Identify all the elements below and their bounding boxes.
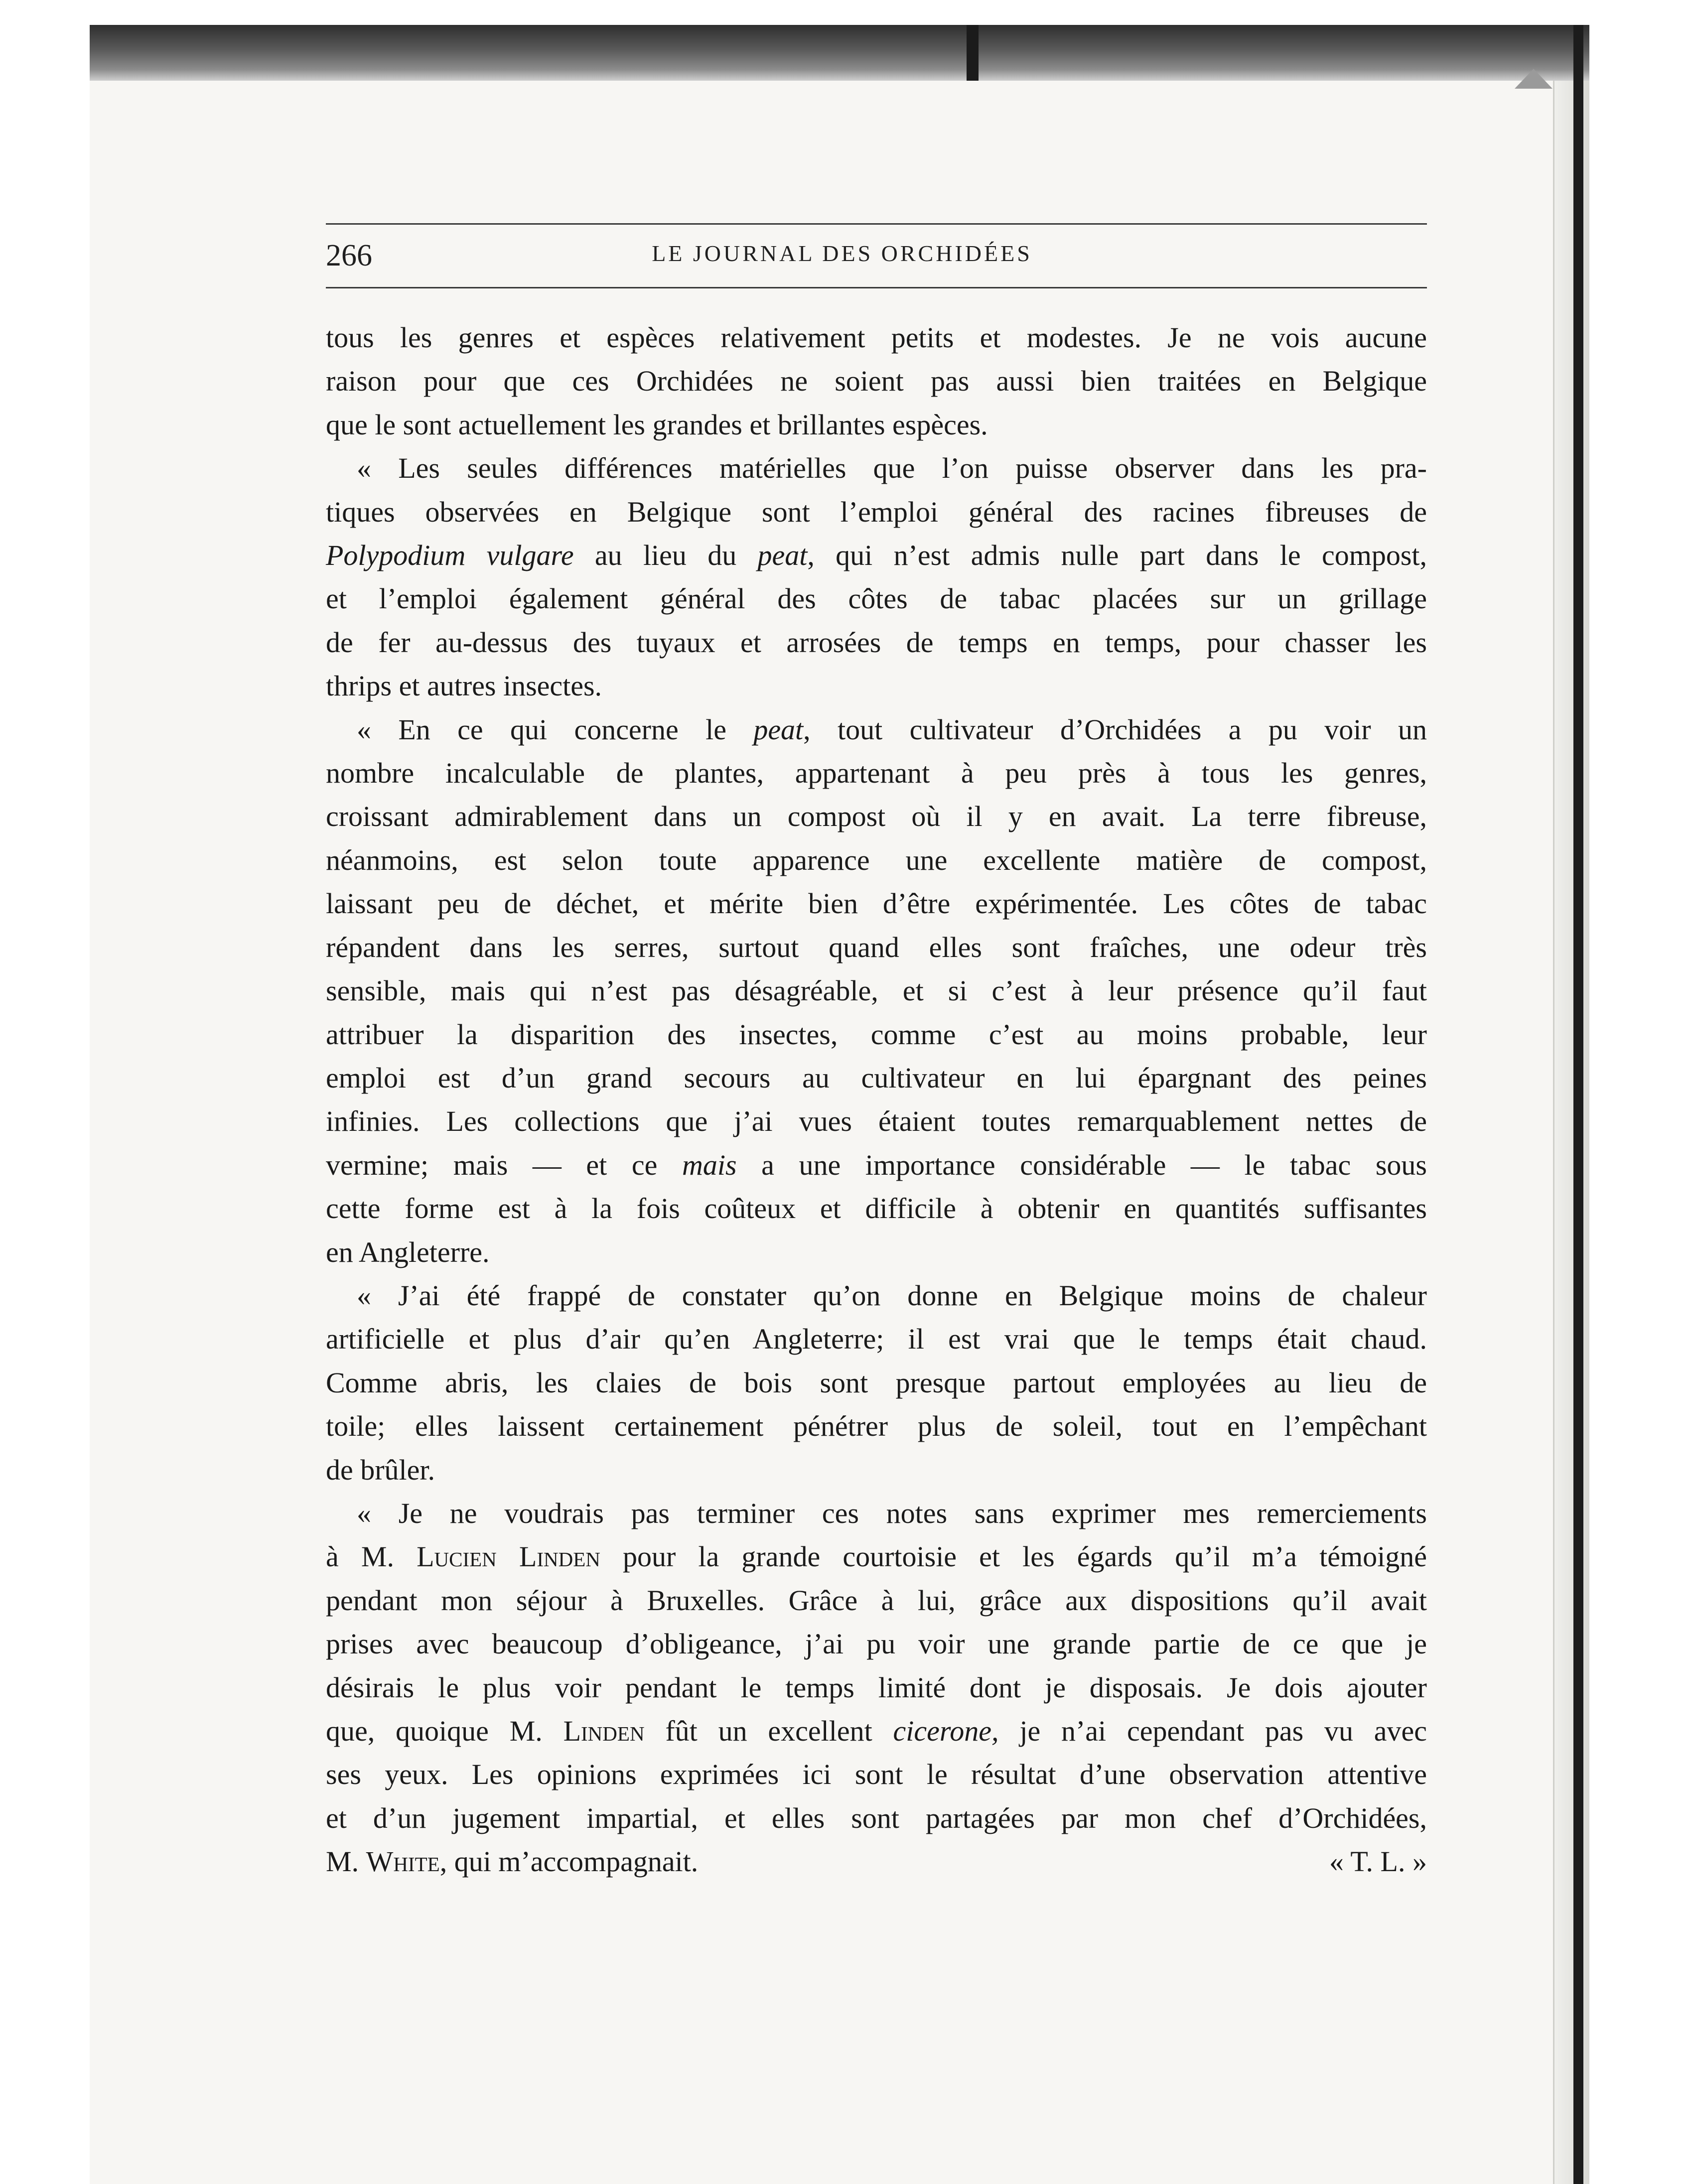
page-number: 266 [326, 239, 372, 273]
text-run: « En ce qui concerne le [357, 713, 754, 746]
paragraph-2 [326, 446, 1427, 707]
paragraph-1 [326, 316, 1427, 446]
person-name: Lucien Linden [417, 1540, 600, 1573]
paragraph-4 [326, 1274, 1427, 1492]
text-line: cette forme est à la fois coûteux et difficile à obtenir en quantités suffisantes [326, 1192, 1427, 1225]
text-line: nombre incalculable de plantes, appartenant à peu près à tous les genres, [326, 757, 1427, 790]
text-run: a une importance considérable — le tabac sous [736, 1148, 1427, 1181]
text-line: et l’emploi également général des côtes de tabac placées sur un grillage [326, 582, 1427, 615]
text-line: désirais le plus voir pendant le temps limité dont je disposais. Je dois ajouter [326, 1671, 1427, 1704]
paragraph-5 [326, 1492, 1427, 1884]
text-line: laissant peu de déchet, et mérite bien d’être expérimentée. Les côtes de tabac [326, 887, 1427, 920]
italic-term: peat [753, 713, 804, 746]
text-line: que le sont actuellement les grandes et brillantes espèces. [326, 408, 988, 441]
text-line: prises avec beaucoup d’obligeance, j’ai pu voir une grande partie de ce que je [326, 1628, 1427, 1660]
text-line: thrips et autres insectes. [326, 670, 602, 702]
text-run: M. [326, 1845, 366, 1878]
text-run-group [326, 1840, 698, 1883]
text-run: pour la grande courtoisie et les égards qu’il m’a témoigné [600, 1540, 1427, 1573]
text-line [326, 708, 1427, 751]
text-run: fût un excellent [644, 1715, 893, 1747]
text-line: raison pour que ces Orchidées ne soient pas aussi bien traitées en Belgique [326, 365, 1427, 398]
text-run: que, quoique M. [326, 1715, 563, 1747]
text-line: de fer au-dessus des tuyaux et arrosées de temps en temps, pour chasser les [326, 626, 1427, 659]
text-run: à M. [326, 1540, 417, 1573]
text-run: , qui m’accompagnait. [439, 1845, 699, 1878]
paragraph-3 [326, 708, 1427, 1274]
text-line: néanmoins, est selon toute apparence une excellente matière de compost, [326, 843, 1427, 876]
text-line: toile; elles laissent certainement pénétrer plus de soleil, tout en l’empêchant [326, 1410, 1427, 1443]
person-name: Linden [563, 1715, 645, 1747]
text-line: artificielle et plus d’air qu’en Angleterre; il est vrai que le temps était chaud. [326, 1323, 1427, 1356]
article-body [326, 316, 1427, 1884]
text-run: , qui n’est admis nulle part dans le compost, [807, 539, 1427, 572]
text-line [326, 1709, 1427, 1753]
text-line [326, 1840, 1427, 1883]
text-line: en Angleterre. [326, 1235, 490, 1268]
text-line: tous les genres et espèces relativement petits et modestes. Je ne vois aucune [326, 321, 1427, 354]
text-line [326, 534, 1427, 577]
text-run: vermine; mais — et ce [326, 1148, 682, 1181]
text-line: sensible, mais qui n’est pas désagréable, et si c’est à leur présence qu’il faut [326, 974, 1427, 1007]
text-run: , tout cultivateur d’Orchidées a pu voir un [803, 713, 1427, 746]
text-line: « Je ne voudrais pas terminer ces notes sans exprimer mes remerciements [357, 1497, 1427, 1529]
text-line [326, 1535, 1427, 1578]
italic-term: Polypodium vulgare [326, 539, 574, 572]
text-line: croissant admirablement dans un compost où il y en avait. La terre fibreuse, [326, 800, 1427, 833]
text-line: et d’un jugement impartial, et elles sont partagées par mon chef d’Orchidées, [326, 1801, 1427, 1834]
book-binding-edge [90, 25, 1589, 81]
scan-corner-mark [1515, 69, 1552, 89]
text-line [326, 1143, 1427, 1187]
header-rule-bottom [326, 287, 1427, 288]
text-line: emploi est d’un grand secours au cultivateur en lui épargnant des peines [326, 1061, 1427, 1094]
running-title: LE JOURNAL DES ORCHIDÉES [652, 241, 1032, 266]
text-line: ses yeux. Les opinions exprimées ici sont le résultat d’une observation attentive [326, 1758, 1427, 1791]
text-run: je n’ai cependant pas vu avec [998, 1715, 1427, 1747]
page-stack-edge [1553, 81, 1589, 2184]
text-line: de brûler. [326, 1453, 435, 1486]
text-line: infinies. Les collections que j’ai vues étaient toutes remarquablement nettes de [326, 1105, 1427, 1138]
italic-term: mais [682, 1148, 737, 1181]
text-line: « Les seules différences matérielles que l’on puisse observer dans les pra- [357, 452, 1427, 485]
text-line: « J’ai été frappé de constater qu’on donne en Belgique moins de chaleur [357, 1279, 1427, 1312]
italic-term: peat [757, 539, 808, 572]
italic-term: cicerone, [893, 1715, 999, 1747]
header-rule-top [326, 223, 1427, 225]
text-run: au lieu du [573, 539, 758, 572]
person-name: White [366, 1845, 440, 1878]
text-line: tiques observées en Belgique sont l’emploi général des racines fibreuses de [326, 495, 1427, 528]
text-line: Comme abris, les claies de bois sont presque partout employées au lieu de [326, 1366, 1427, 1399]
text-line: répandent dans les serres, surtout quand elles sont fraîches, une odeur très [326, 931, 1427, 963]
text-line: attribuer la disparition des insectes, comme c’est au moins probable, leur [326, 1018, 1427, 1051]
author-signature: « T. L. » [1329, 1845, 1427, 1878]
text-line: pendant mon séjour à Bruxelles. Grâce à lui, grâce aux dispositions qu’il avait [326, 1584, 1427, 1617]
book-spine [1573, 25, 1583, 2184]
